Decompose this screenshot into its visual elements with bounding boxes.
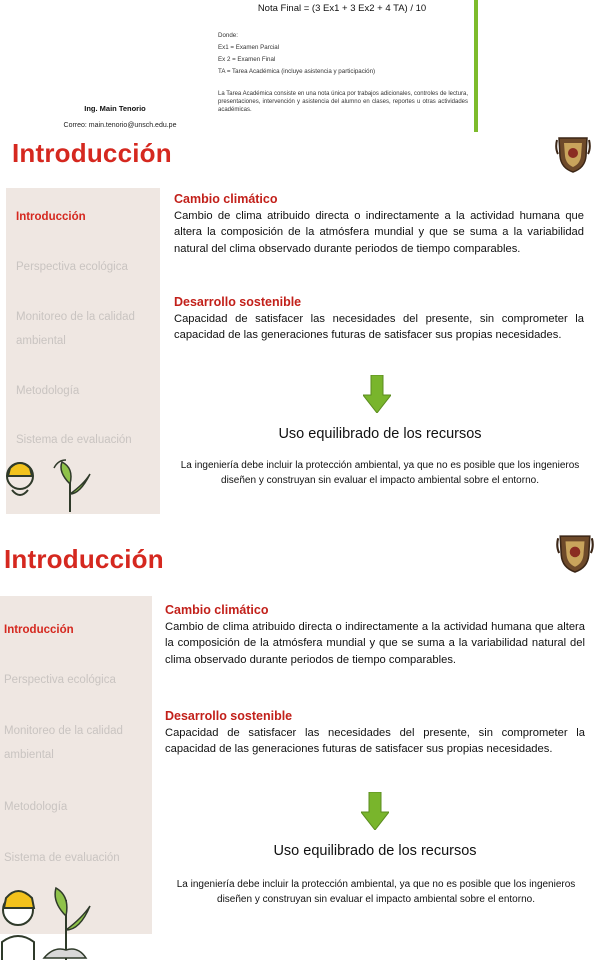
section-body-desarrollo: Capacidad de satisfacer las necesidades del presente, sin comprometer la capacidad de las generaciones futuras de satisfacer sus propias necesidades.	[174, 313, 584, 342]
resources-heading: Uso equilibrado de los recursos	[273, 843, 477, 859]
engineer-plant-illustration-icon	[0, 876, 100, 961]
menu-item-metodologia: Metodología	[16, 385, 80, 397]
slide-gap	[0, 514, 596, 524]
legend-ta: TA = Tarea Académica (incluye asistencia y participación)	[218, 68, 376, 75]
formula-legend	[218, 30, 468, 78]
closing-statement: La ingeniería debe incluir la protección ambiental, ya que no es posible que los ingenieros diseñen y construyan sin evaluar el impacto ambiental sobre el entorno.	[176, 879, 576, 905]
ta-description: La Tarea Académica consiste en una nota única por trabajos adicionales, controles de lectura, presentaciones, intervención y asistencia del alumno en clases, reportes u otras actividades académicas.	[218, 91, 468, 113]
menu-item-perspectiva: Perspectiva ecológica	[16, 261, 128, 273]
menu-item-introduccion: Introducción	[16, 211, 86, 223]
university-crest-icon	[555, 134, 591, 174]
legend-ex2: Ex 2 = Examen Final	[218, 56, 276, 63]
engineer-plant-illustration-icon	[0, 454, 110, 514]
slide-title: Introducción	[12, 138, 172, 168]
slide-title: Introducción	[4, 544, 164, 574]
menu-item-metodologia: Metodología	[4, 801, 68, 813]
down-arrow-icon	[361, 792, 389, 830]
menu-item-evaluacion: Sistema de evaluación	[4, 852, 120, 864]
section-body-desarrollo: Capacidad de satisfacer las necesidades del presente, sin comprometer la capacidad de las generaciones futuras de satisfacer sus propias necesidades.	[165, 727, 585, 756]
author-email: Correo: main.tenorio@unsch.edu.pe	[63, 122, 177, 129]
menu-item-monitoreo: Monitoreo de la calidad ambiental	[16, 311, 135, 347]
slide-introduccion-1	[0, 132, 596, 514]
author-name: Ing. Main Tenorio	[84, 104, 146, 113]
resources-heading: Uso equilibrado de los recursos	[278, 426, 482, 442]
section-body-cambio: Cambio de clima atribuido directa o indirectamente a la actividad humana que altera la composición de la atmósfera mundial y que se suma a la variabilidad natural del clima observado durante periodos de tiempo comparables.	[165, 621, 585, 666]
menu-item-introduccion: Introducción	[4, 624, 74, 636]
legend-ex1: Ex1 = Examen Parcial	[218, 44, 280, 51]
section-body-cambio: Cambio de clima atribuido directa o indirectamente a la actividad humana que altera la composición de la atmósfera mundial y que se suma a la variabilidad natural del clima observado durante periodos de tiempo comparables.	[174, 210, 584, 255]
menu-item-monitoreo: Monitoreo de la calidad ambiental	[4, 725, 123, 761]
menu-item-perspectiva: Perspectiva ecológica	[4, 674, 116, 686]
legend-donde: Donde:	[218, 32, 238, 39]
section-title-desarrollo: Desarrollo sostenible	[165, 709, 293, 723]
menu-item-evaluacion: Sistema de evaluación	[16, 434, 132, 446]
section-title-cambio: Cambio climático	[174, 192, 278, 206]
closing-statement: La ingeniería debe incluir la protección ambiental, ya que no es posible que los ingenieros diseñen y construyan sin evaluar el impacto ambiental sobre el entorno.	[180, 460, 580, 486]
university-crest-icon	[556, 530, 594, 576]
section-title-desarrollo: Desarrollo sostenible	[174, 295, 302, 309]
previous-slide-fragment	[0, 0, 596, 132]
down-arrow-icon	[363, 375, 391, 413]
slide-introduccion-2	[0, 524, 596, 961]
grade-formula: Nota Final = (3 Ex1 + 3 Ex2 + 4 TA) / 10	[257, 3, 427, 14]
green-divider	[474, 0, 478, 132]
section-title-cambio: Cambio climático	[165, 603, 269, 617]
